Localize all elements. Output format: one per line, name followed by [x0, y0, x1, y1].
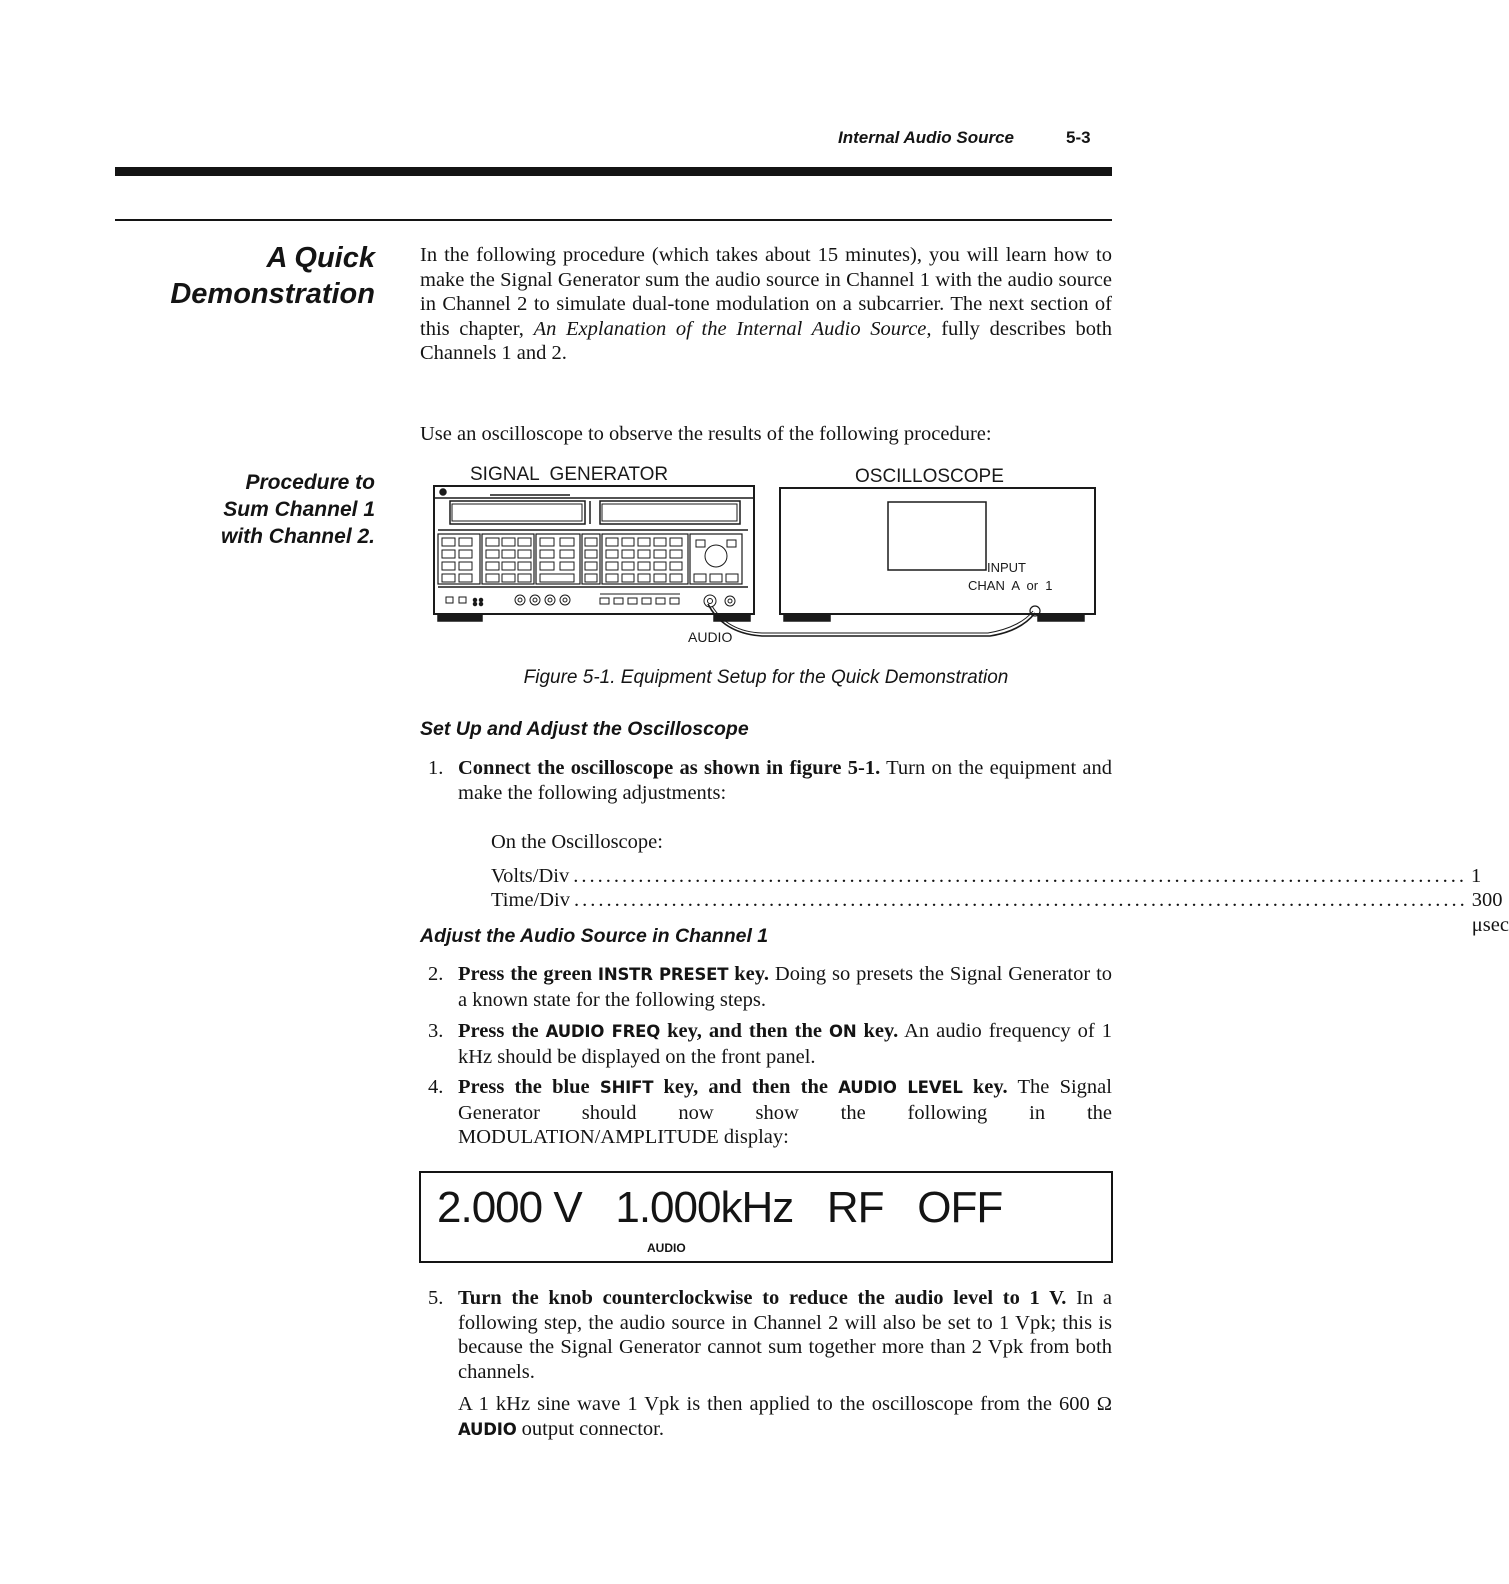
key-on: ON — [829, 1022, 857, 1041]
step-4-action-end: key. — [962, 1076, 1008, 1098]
section-title — [100, 240, 375, 312]
signal-generator-illustration — [434, 486, 754, 621]
header-rule — [115, 167, 1112, 176]
step-5-action: Turn the knob counterclockwise to reduce the audio level to 1 V. — [458, 1287, 1067, 1309]
key-audio-connector: AUDIO — [458, 1419, 517, 1439]
step-2-action: Press the green — [458, 963, 598, 985]
display-readout: 2.000 V 1.000kHz RF OFF — [437, 1183, 1003, 1232]
key-instr-preset: INSTR PRESET — [597, 965, 729, 984]
step-3-detail: An audio frequency of 1 kHz should be displayed on the front panel. — [458, 1020, 1112, 1068]
key-audio-level: AUDIO LEVEL — [838, 1078, 963, 1097]
step-5-detail: In a following step, the audio source in Channel 2 will also be set to 1 Vpk; this is because the Signal Generator cannot sum together more than 2 Vpk from both channels. — [458, 1287, 1112, 1383]
step-4-action-mid: key, and then the — [653, 1076, 839, 1098]
channel-label: CHAN A or 1 — [968, 578, 1053, 593]
intro-paragraph — [420, 243, 1112, 366]
step-1-number: 1. — [428, 757, 444, 779]
setting-row-volts-div: Volts/Div .............................................................................................................. 1 — [491, 865, 1482, 887]
step-2-detail: Doing so presets the Signal Generator to a known state for the following steps. — [458, 963, 1113, 1011]
step-4-detail: The Signal Generator should now show the following in the MODULATION/AMPLITUDE display: — [458, 1076, 1112, 1148]
equipment-setup-figure — [430, 456, 1100, 648]
section-title-line-1: A Quick — [266, 242, 375, 274]
step-5 — [420, 1286, 1112, 1384]
section-title-line-2: Demonstration — [170, 278, 375, 310]
procedure-subtitle-line-2: Sum Channel 1 — [223, 498, 375, 521]
step-4-action: Press the blue — [458, 1076, 600, 1098]
step-3 — [420, 1019, 1112, 1069]
signal-generator-label: SIGNAL GENERATOR — [470, 464, 669, 485]
section-rule — [115, 219, 1112, 221]
oscilloscope-instruction: Use an oscilloscope to observe the results of the following procedure: — [420, 423, 992, 445]
step-2-action-end: key. — [728, 963, 769, 985]
setting-label: Volts/Div — [491, 865, 570, 887]
sine-wave-note — [458, 1392, 1112, 1442]
procedure-subtitle-line-1: Procedure to — [245, 471, 375, 494]
audio-cable — [708, 604, 1035, 636]
sine-wave-note-end: output connector. — [516, 1417, 664, 1440]
step-1-action: Connect the oscilloscope as shown in figure 5-1. — [458, 757, 881, 779]
intro-text-b: fully describes both Channels 1 and 2. — [420, 317, 1112, 364]
intro-text-a: In the following procedure (which takes about 15 minutes), you will learn how to make the Signal Generator sum the audio source in Channel 1 with the audio source in Channel 2 to simulate dual-tone modulation on a subcarrier. The next section of this chapter, — [420, 244, 1112, 340]
setting-value: 1 — [1470, 865, 1482, 887]
audio-output-label: AUDIO — [688, 629, 733, 645]
step-5-number: 5. — [428, 1287, 444, 1309]
input-label: INPUT — [987, 560, 1026, 575]
step-3-action: Press the — [458, 1020, 546, 1042]
procedure-subtitle — [100, 469, 375, 550]
display-audio-label: AUDIO — [647, 1241, 686, 1255]
step-2 — [420, 962, 1112, 1012]
running-header-section: Internal Audio Source — [838, 128, 1015, 147]
figure-caption: Figure 5-1. Equipment Setup for the Quick Demonstration — [523, 667, 1009, 688]
oscilloscope-label: OSCILLOSCOPE — [855, 466, 1004, 487]
step-3-number: 3. — [428, 1020, 444, 1042]
step-4-number: 4. — [428, 1076, 444, 1098]
step-3-action-mid: key, and then the — [660, 1020, 829, 1042]
step-3-action-end: key. — [856, 1020, 899, 1042]
subheading-adjust-audio-source: Adjust the Audio Source in Channel 1 — [420, 925, 769, 947]
sine-wave-note-text: A 1 kHz sine wave 1 Vpk is then applied to the oscilloscope from the 600 Ω — [458, 1393, 1112, 1415]
on-oscilloscope-label: On the Oscilloscope: — [491, 831, 663, 853]
step-1 — [420, 756, 1112, 805]
setting-label: Time/Div — [491, 889, 570, 911]
step-4 — [420, 1075, 1112, 1150]
step-1-detail: Turn on the equipment and make the following adjustments: — [458, 757, 1113, 804]
page-number: 5-3 — [1066, 128, 1091, 147]
key-shift: SHIFT — [599, 1078, 654, 1097]
subheading-setup-oscilloscope: Set Up and Adjust the Oscilloscope — [420, 718, 749, 740]
oscilloscope-illustration — [780, 488, 1095, 621]
setting-value: 300 μsec — [1471, 889, 1509, 936]
intro-section-reference: An Explanation of the Internal Audio Source, — [533, 317, 932, 340]
key-audio-freq: AUDIO FREQ — [545, 1022, 661, 1041]
setting-row-time-div: Time/Div .............................................................................................................. 300 μsec — [491, 889, 1509, 936]
procedure-subtitle-line-3: with Channel 2. — [220, 525, 375, 548]
step-2-number: 2. — [428, 963, 444, 985]
